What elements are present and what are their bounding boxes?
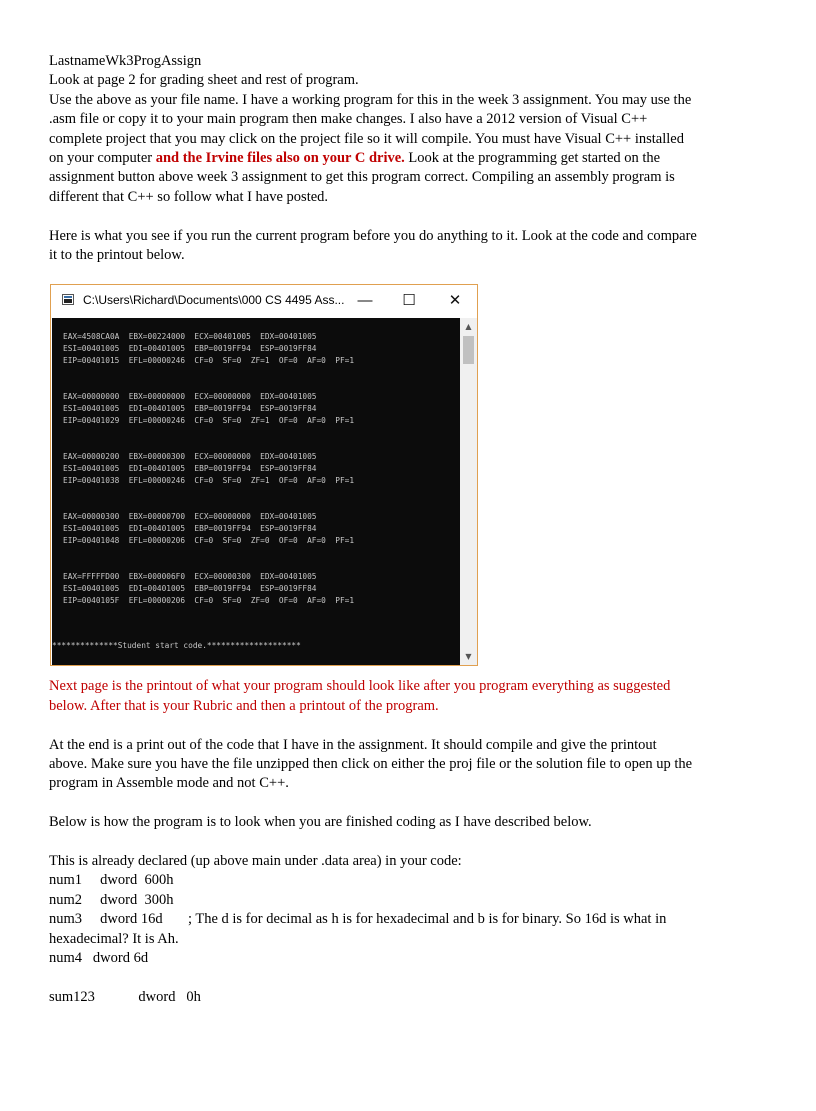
console-title: C:\Users\Richard\Documents\000 CS 4495 Ass...	[83, 293, 345, 307]
intro-line-3: complete project that you may click on the project file so it will compile. You must have Visual C++ installed	[49, 130, 684, 147]
intro-line-6: different that C++ so follow what I have posted.	[49, 188, 329, 205]
close-button[interactable]: ✕	[448, 292, 462, 309]
code-num3: num3 dword 16d ; The d is for decimal as h is for hexadecimal and b is for binary. So 16d is what in	[49, 911, 667, 928]
console-app-icon	[62, 294, 74, 305]
end-note-line-1: At the end is a print out of the code that I have in the assignment. It should compile and give the printout	[49, 736, 657, 753]
console-window-screenshot	[50, 284, 478, 666]
end-note-line-3: program in Assemble mode and not C++.	[49, 775, 289, 792]
declared-line: This is already declared (up above main under .data area) in your code:	[49, 853, 462, 870]
scrollbar-thumb[interactable]	[463, 336, 474, 364]
console-title-bar	[51, 285, 477, 317]
code-sum123: sum123 dword 0h	[49, 988, 201, 1005]
run-line-2: it to the printout below.	[49, 247, 185, 264]
code-num2: num2 dword 300h	[49, 891, 174, 908]
intro-line-4-start: on your computer	[49, 150, 156, 167]
maximize-button[interactable]: ☐	[402, 292, 416, 309]
minimize-button[interactable]: —	[357, 292, 373, 309]
end-note-line-2: above. Make sure you have the file unzipped then click on either the proj file or the solution file to open up the	[49, 756, 693, 773]
intro-line-2: .asm file or copy it to your main program then make changes. I also have a 2012 version of Visual C++	[49, 111, 648, 128]
code-num3-wrap: hexadecimal? It is Ah.	[49, 930, 179, 947]
register-dumps: EAX=4508CA0A EBX=00224000 ECX=00401005 EDX=00401005 ESI=00401005 EDI=00401005 EBP=0019FF94 ESP=0019FF84 EIP=00401015 EFL=00000246 CF=0 SF=0 ZF=1 OF=0 AF=0 PF=1 EAX=00000000 EBX=00000000 ECX=00000000 EDX=00401005 ESI=00401005 EDI=00401005 EBP=0019FF94 ESP=0019FF84 EIP=00401029 EFL=00000246 CF=0 SF=0 ZF=1 OF=0 AF=0 PF=1 EAX=00000200 EBX=00000300 ECX=00000000 EDX=00401005 ESI=00401005 EDI=00401005 EBP=0019FF94 ESP=0019FF84 EIP=00401038 EFL=00000246 CF=0 SF=0 ZF=1 OF=0 AF=0 PF=1 EAX=00000300 EBX=00000700 ECX=00000000 EDX=00401005 ESI=00401005 EDI=00401005 EBP=0019FF94 ESP=0019FF84 EIP=00401048 EFL=00000206 CF=0 SF=0 ZF=0 OF=0 AF=0 PF=1 EAX=FFFFFD00 EBX=000006F0 ECX=00000300 EDX=00401005 ESI=00401005 EDI=00401005 EBP=0019FF94 ESP=0019FF84 EIP=0040105F EFL=00000206 CF=0 SF=0 ZF=0 OF=0 AF=0 PF=1	[63, 332, 355, 605]
run-line-1: Here is what you see if you run the current program before you do anything to it. Look at the code and compare	[49, 227, 697, 244]
next-page-note-line-1: Next page is the printout of what your program should look like after you program everything as suggested	[49, 678, 671, 695]
intro-line-4	[49, 149, 769, 168]
below-line: Below is how the program is to look when you are finished coding as I have described below.	[49, 814, 592, 831]
page-2-note: Look at page 2 for grading sheet and rest of program.	[49, 72, 359, 89]
console-scrollbar[interactable]	[460, 318, 477, 665]
irvine-files-emphasis: and the Irvine files also on your C drive.	[155, 150, 405, 167]
file-name-line: LastnameWk3ProgAssign	[49, 53, 202, 69]
code-num4: num4 dword 6d	[49, 950, 149, 967]
code-num1: num1 dword 600h	[49, 872, 174, 889]
scroll-up-arrow-icon[interactable]: ▲	[465, 322, 472, 331]
console-output	[52, 318, 460, 665]
scroll-down-arrow-icon[interactable]: ▼	[465, 652, 472, 661]
intro-line-5: assignment button above week 3 assignment to get this program correct. Compiling an assembly program is	[49, 169, 675, 186]
student-start-code-line: **************Student start code.********************	[52, 641, 301, 650]
intro-line-4-end: Look at the programming get started on the	[404, 150, 661, 167]
intro-line-1: Use the above as your file name. I have a working program for this in the week 3 assignment. You may use the	[49, 91, 692, 108]
next-page-note-line-2: below. After that is your Rubric and then a printout of the program.	[49, 697, 439, 714]
